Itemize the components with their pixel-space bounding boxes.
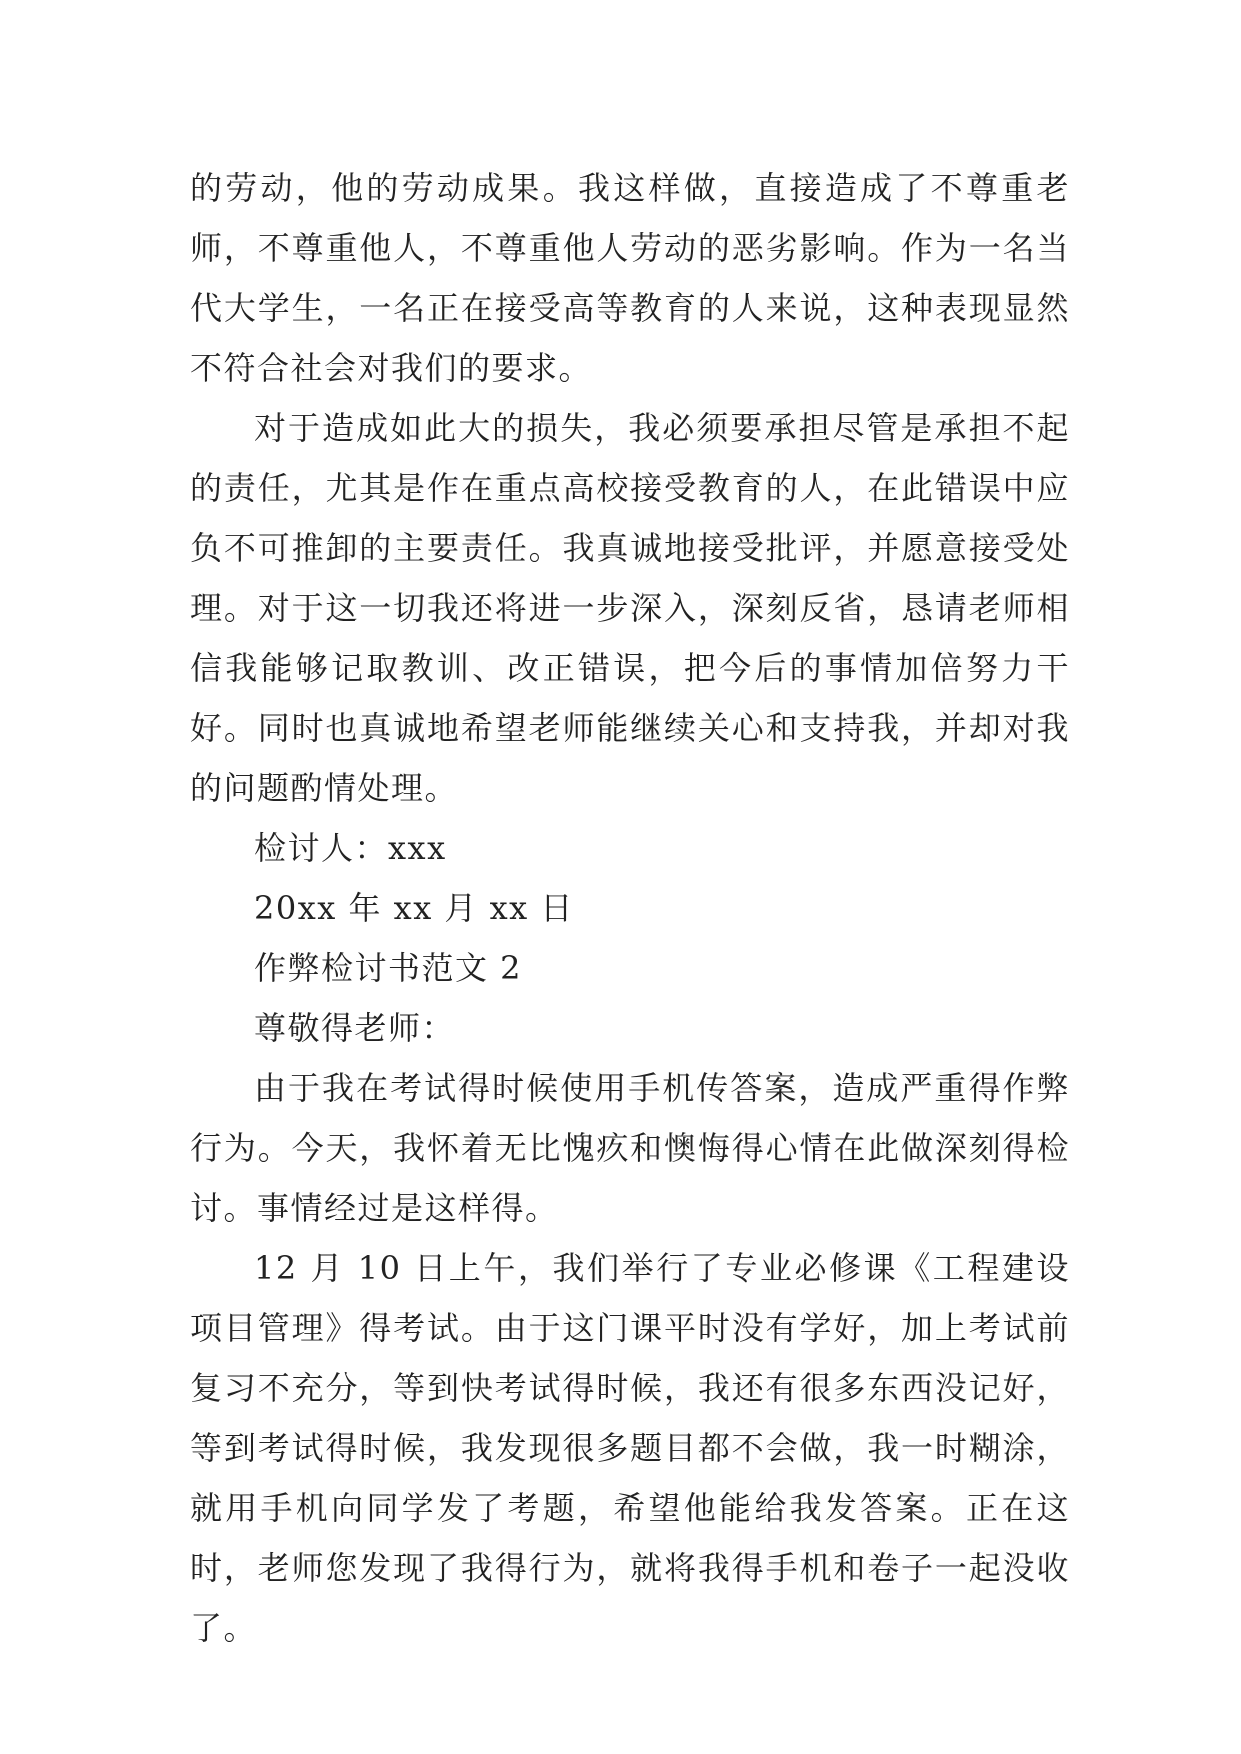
document-body bbox=[190, 158, 1070, 1658]
paragraph-intro: 由于我在考试得时候使用手机传答案，造成严重得作弊行为。今天，我怀着无比愧疚和懊悔得心情在此做深刻得检讨。事情经过是这样得。 bbox=[190, 1069, 1070, 1227]
date-line: 20xx 年 xx 月 xx 日 bbox=[254, 889, 574, 927]
paragraph-incident: 12 月 10 日上午，我们举行了专业必修课《工程建设项目管理》得考试。由于这门课平时没有学好，加上考试前复习不充分，等到快考试得时候，我还有很多东西没记好，等到考试得时候，我发现很多题目都不会做，我一时糊涂，就用手机向同学发了考题，希望他能给我发答案。正在这时，老师您发现了我得行为，就将我得手机和卷子一起没收了。 bbox=[190, 1249, 1070, 1647]
salutation: 尊敬得老师： bbox=[254, 1009, 456, 1047]
signature-line: 检讨人：xxx bbox=[254, 829, 447, 867]
paragraph-continuation: 的劳动，他的劳动成果。我这样做，直接造成了不尊重老师，不尊重他人，不尊重他人劳动的恶劣影响。作为一名当代大学生，一名正在接受高等教育的人来说，这种表现显然不符合社会对我们的要求。 bbox=[190, 169, 1070, 387]
paragraph-responsibility: 对于造成如此大的损失，我必须要承担尽管是承担不起的责任，尤其是作在重点高校接受教育的人，在此错误中应负不可推卸的主要责任。我真诚地接受批评，并愿意接受处理。对于这一切我还将进一步深入，深刻反省，恳请老师相信我能够记取教训、改正错误，把今后的事情加倍努力干好。同时也真诚地希望老师能继续关心和支持我，并却对我的问题酌情处理。 bbox=[190, 409, 1070, 807]
section-title: 作弊检讨书范文 2 bbox=[254, 949, 523, 987]
